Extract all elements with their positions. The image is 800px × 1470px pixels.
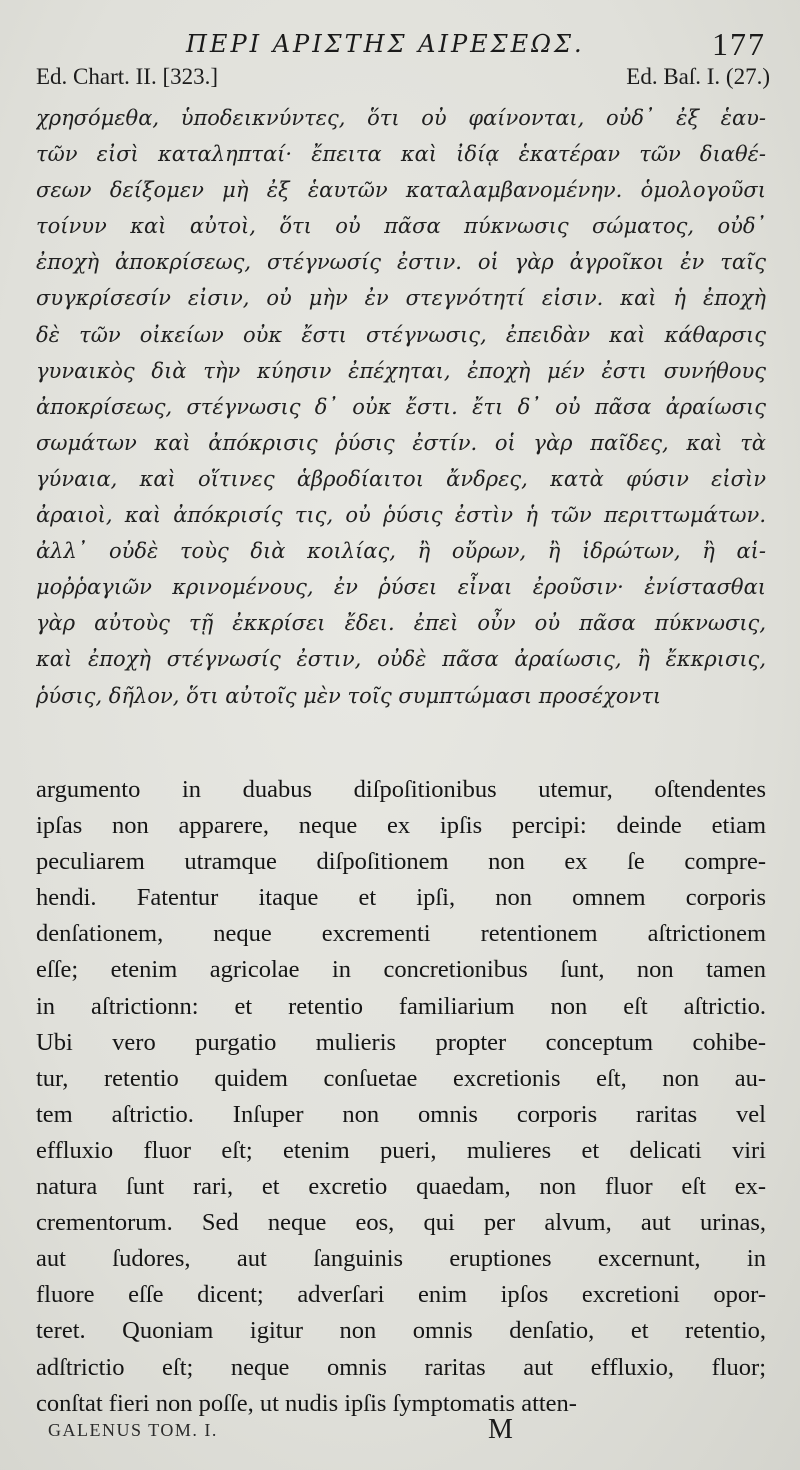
latin-line: argumento in duabus diſpoſitionibus utemur, oſtendentes: [36, 776, 766, 803]
greek-line: ἀλλ᾽ οὐδὲ τοὺς διὰ κοιλίας, ἢ οὔρων, ἢ ἱδρώτων, ἢ αἱ-: [36, 539, 766, 564]
latin-line: eſſe; etenim agricolae in concretionibus ſunt, non tamen: [36, 956, 766, 984]
latin-line: teret. Quoniam igitur non omnis denſatio, et retentio,: [36, 1317, 766, 1345]
greek-line: ἐποχὴ ἀποκρίσεως, στέγνωσίς ἐστιν. οἱ γὰρ ἀγροῖκοι ἐν ταῖς: [36, 250, 766, 275]
greek-line: δὲ τῶν οἰκείων οὐκ ἔστι στέγνωσις, ἐπειδὰν καὶ κάθαρσις: [36, 322, 766, 347]
latin-line: conſtat fieri non poſſe, ut nudis ipſis ſymptomatis atten-: [36, 1389, 577, 1417]
latin-line: adſtrictio eſt; neque omnis raritas aut effluxio, fluor;: [36, 1353, 766, 1381]
page-footer: [36, 1414, 770, 1454]
greek-line: συγκρίσεσίν εἰσιν, οὐ μὴν ἐν στεγνότητί εἰσιν. καὶ ἡ ἐποχὴ: [36, 286, 766, 311]
latin-line: ipſas non apparere, neque ex ipſis percipi: deinde etiam: [36, 812, 766, 840]
greek-line: γυναικὸς διὰ τὴν κύησιν ἐπέχηται, ἐποχὴ μέν ἐστι συνήθους: [36, 358, 766, 383]
greek-line: καὶ ἐποχὴ στέγνωσίς ἐστιν, οὐδὲ πᾶσα ἀραίωσις, ἢ ἔκκρισις,: [36, 647, 766, 672]
latin-line: tur, retentio quidem conſuetae excretionis eſt, non au-: [36, 1064, 766, 1092]
greek-line: σωμάτων καὶ ἀπόκρισις ῥύσις ἐστίν. οἱ γὰρ παῖδες, καὶ τὰ: [36, 430, 766, 455]
greek-line: σεων δείξομεν μὴ ἐξ ἑαυτῶν καταλαμβανομένην. ὁμολογοῦσι: [36, 178, 766, 203]
latin-line: hendi. Fatentur itaque et ipſi, non omnem corporis: [36, 884, 766, 912]
latin-line: Ubi vero purgatio mulieris propter conceptum cohibe-: [36, 1028, 766, 1056]
latin-line: peculiarem utramque diſpoſitionem non ex ſe compre-: [36, 848, 766, 876]
greek-line: ἀποκρίσεως, στέγνωσις δ᾽ οὐκ ἔστι. ἔτι δ᾽ οὐ πᾶσα ἀραίωσις: [36, 394, 766, 419]
running-title: ΠΕΡΙ ΑΡΙΣΤΗΣ ΑΙΡΕΣΕΩΣ.: [186, 30, 585, 58]
greek-line: χρησόμεθα, ὑποδεικνύντες, ὅτι οὐ φαίνονται, οὐδ᾽ ἐξ ἑαυ-: [36, 106, 766, 130]
latin-line: fluore eſſe dicent; adverſari enim ipſos excretioni opor-: [36, 1281, 766, 1309]
gathering-mark: M: [488, 1414, 513, 1445]
page-number: 177: [712, 26, 766, 62]
greek-line: γύναια, καὶ οἵτινες ἁβροδίαιτοι ἄνδρες, κατὰ φύσιν εἰσὶν: [36, 466, 766, 491]
greek-line: τοίνυν καὶ αὐτοὶ, ὅτι οὐ πᾶσα πύκνωσις σώματος, οὐδ᾽: [36, 214, 766, 239]
greek-line: ἀραιοὶ, καὶ ἀπόκρισίς τις, οὐ ῥύσις ἐστὶν ἡ τῶν περιττωμάτων.: [36, 503, 766, 528]
latin-line: effluxio fluor eſt; etenim pueri, mulieres et delicati viri: [36, 1136, 766, 1164]
latin-line: denſationem, neque excrementi retentionem aſtrictionem: [36, 920, 766, 948]
signature-line: GALENUS TOM. I.: [48, 1420, 218, 1440]
latin-line: tem aſtrictio. Inſuper non omnis corporis raritas vel: [36, 1100, 766, 1128]
greek-line: μοῤῥαγιῶν κρινομένους, ἐν ῥύσει εἶναι ἐροῦσιν· ἐνίστασθαι: [36, 575, 766, 600]
greek-text-block: [36, 100, 766, 714]
edition-reference-right: Ed. Baſ. I. (27.): [626, 64, 770, 89]
edition-reference-left: Ed. Chart. II. [323.]: [36, 64, 219, 89]
page-header: [36, 26, 770, 62]
latin-text-block: [36, 772, 766, 1422]
latin-line: aut ſudores, aut ſanguinis eruptiones excernunt, in: [36, 1245, 766, 1273]
greek-line: ῥύσις, δῆλον, ὅτι αὐτοῖς μὲν τοῖς συμπτώμασι προσέχοντι: [36, 683, 662, 708]
latin-line: natura ſunt rari, et excretio quaedam, non fluor eſt ex-: [36, 1173, 766, 1201]
latin-line: in aſtrictionn: et retentio familiarium non eſt aſtrictio.: [36, 992, 766, 1020]
greek-line: τῶν εἰσὶ καταληπταί· ἔπειτα καὶ ἰδίᾳ ἑκατέραν τῶν διαθέ-: [36, 142, 766, 167]
greek-line: γὰρ αὐτοὺς τῇ ἐκκρίσει ἔδει. ἐπεὶ οὖν οὐ πᾶσα πύκνωσις,: [36, 611, 766, 636]
latin-line: crementorum. Sed neque eos, qui per alvum, aut urinas,: [36, 1209, 766, 1237]
edition-references: [36, 64, 770, 94]
